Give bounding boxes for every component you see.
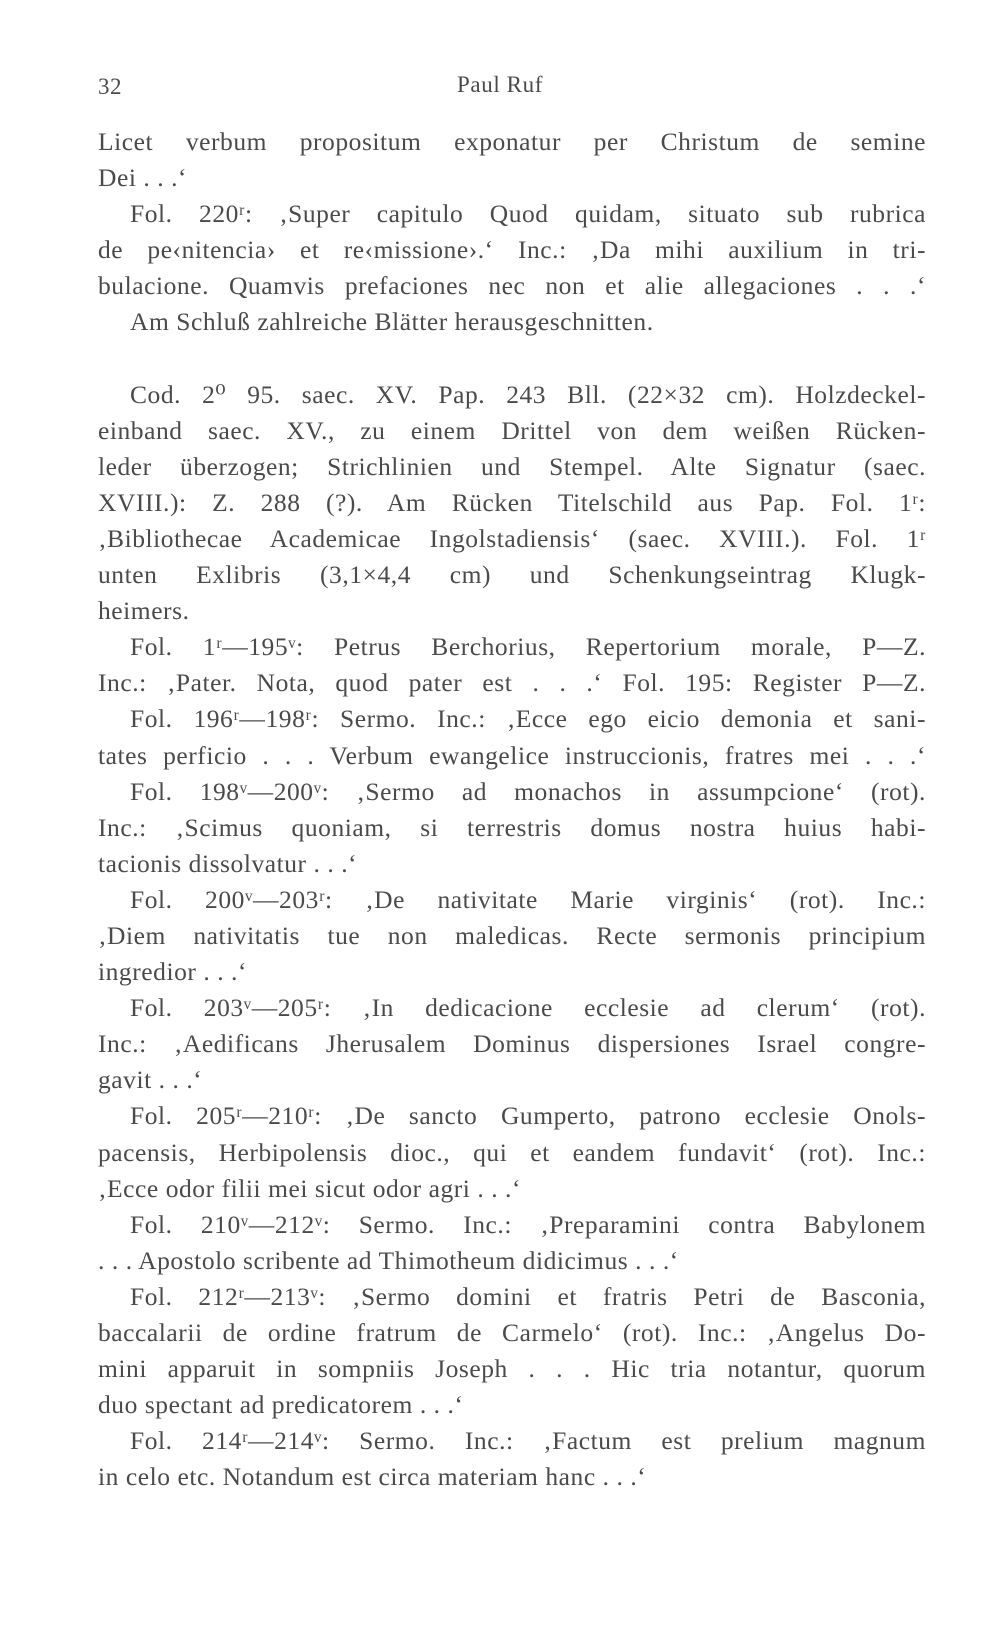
body-text	[98, 124, 926, 1495]
text-line: ‚Bibliothecae Academicae Ingolstadiensis‘ (saec. XVIII.). Fol. 1ʳ	[98, 523, 926, 553]
text-line: Fol. 196ʳ—198ʳ: Sermo. Inc.: ‚Ecce ego eicio demonia et sani-	[130, 704, 926, 734]
text-line: Fol. 210ᵛ—212ᵛ: Sermo. Inc.: ‚Preparamini contra Babylonem	[130, 1209, 926, 1239]
text-line: tacionis dissolvatur . . .‘	[98, 848, 358, 878]
text-line: baccalarii de ordine fratrum de Carmelo‘ (rot). Inc.: ‚Angelus Do-	[98, 1318, 926, 1347]
text-line: leder überzogen; Strichlinien und Stempel. Alte Signatur (saec.	[98, 451, 926, 481]
text-line: Fol. 205ʳ—210ʳ: ‚De sancto Gumperto, patrono ecclesie Onols-	[130, 1101, 926, 1131]
text-line: Licet verbum propositum exponatur per Christum de semine	[98, 127, 926, 156]
text-line: pacensis, Herbipolensis dioc., qui et eandem fundavit‘ (rot). Inc.:	[98, 1137, 926, 1167]
text-line: Dei . . .‘	[98, 163, 188, 193]
text-line: . . . Apostolo scribente ad Thimotheum didicimus . . .‘	[98, 1245, 679, 1275]
text-line: heimers.	[98, 596, 190, 626]
text-line: Inc.: ‚Aedificans Jherusalem Dominus dispersiones Israel congre-	[98, 1029, 926, 1059]
text-line: Fol. 200ᵛ—203ʳ: ‚De nativitate Marie virginis‘ (rot). Inc.:	[130, 884, 926, 914]
text-line: de pe‹nitencia› et re‹missione›.‘ Inc.: ‚Da mihi auxilium in tri-	[98, 235, 926, 265]
text-line: ingredior . . .‘	[98, 957, 248, 987]
text-line: Fol. 212ʳ—213ᵛ: ‚Sermo domini et fratris Petri de Basconia,	[130, 1281, 926, 1311]
running-head: Paul Ruf	[457, 72, 543, 97]
text-line: Inc.: ‚Pater. Nota, quod pater est . . .‘ Fol. 195: Register P—Z.	[98, 668, 926, 698]
text-line: Fol. 220ʳ: ‚Super capitulo Quod quidam, situato sub rubrica	[130, 199, 926, 229]
text-line: mini apparuit in sompniis Joseph . . . Hic tria notantur, quorum	[98, 1354, 926, 1384]
text-line: Fol. 1ʳ—195ᵛ: Petrus Berchorius, Repertorium morale, P—Z.	[130, 632, 926, 662]
page-number: 32	[98, 74, 122, 99]
text-line: Cod. 2⁰ 95. saec. XV. Pap. 243 Bll. (22×32 cm). Holzdeckel-	[130, 379, 926, 409]
text-line: tates perficio . . . Verbum ewangelice instruccionis, fratres mei . . .‘	[98, 740, 926, 770]
text-line: Fol. 198ᵛ—200ᵛ: ‚Sermo ad monachos in assumpcione‘ (rot).	[130, 776, 926, 806]
text-line: unten Exlibris (3,1×4,4 cm) und Schenkungseintrag Klugk-	[98, 560, 926, 590]
text-line: Fol. 214ʳ—214ᵛ: Sermo. Inc.: ‚Factum est prelium magnum	[130, 1426, 926, 1456]
text-line: Am Schluß zahlreiche Blätter herausgeschnitten.	[130, 307, 654, 337]
text-line: einband saec. XV., zu einem Drittel von dem weißen Rücken-	[98, 415, 926, 445]
text-line: Inc.: ‚Scimus quoniam, si terrestris domus nostra huius habi-	[98, 812, 926, 842]
page-header	[0, 70, 1000, 104]
text-line: in celo etc. Notandum est circa materiam hanc . . .‘	[98, 1462, 647, 1492]
text-line: ‚Ecce odor filii mei sicut odor agri . . .‘	[98, 1173, 522, 1203]
text-line: ‚Diem nativitatis tue non maledicas. Recte sermonis principium	[98, 920, 926, 950]
text-line: bulacione. Quamvis prefaciones nec non et alie allegaciones . . .‘	[98, 271, 926, 301]
text-line: XVIII.): Z. 288 (?). Am Rücken Titelschild aus Pap. Fol. 1ʳ:	[98, 487, 926, 517]
text-line: gavit . . .‘	[98, 1065, 203, 1095]
text-line: duo spectant ad predicatorem . . .‘	[98, 1390, 464, 1420]
paragraph-gap	[98, 341, 926, 377]
text-line: Fol. 203ᵛ—205ʳ: ‚In dedicacione ecclesie ad clerum‘ (rot).	[130, 993, 926, 1023]
